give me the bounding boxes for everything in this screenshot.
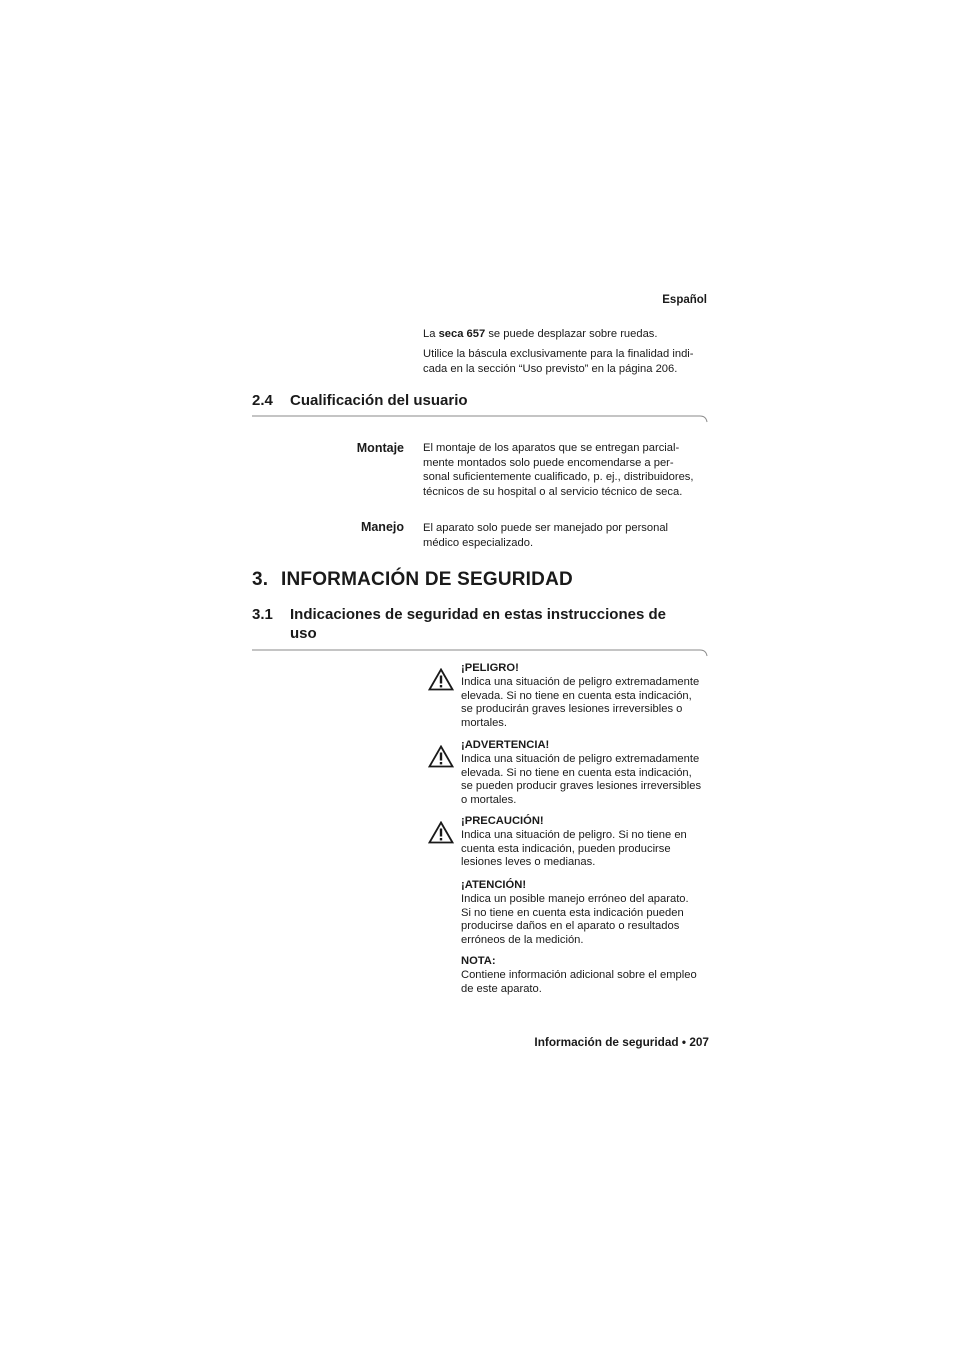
chapter-number: 3. — [252, 569, 269, 590]
text-line: sonal suficientemente cualificado, p. ej., distribuidores, — [423, 471, 694, 484]
text-line: Indica una situación de peligro. Si no tiene en — [461, 828, 687, 841]
intro-paragraph-2 — [423, 347, 713, 376]
text-line: El aparato solo puede ser manejado por personal — [423, 522, 669, 534]
text-line: técnicos de su hospital o al servicio técnico de seca. — [423, 485, 683, 498]
notice-title: ¡ADVERTENCIA! — [461, 739, 550, 751]
section-divider — [252, 409, 708, 423]
section-title — [290, 605, 666, 643]
section-3-1-heading — [252, 605, 712, 643]
text-line: de este aparato. — [461, 982, 542, 995]
text-line: producirse daños en el aparato o resultados — [461, 920, 680, 933]
chapter-3-heading — [252, 568, 732, 592]
text-line: mortales. — [461, 717, 508, 730]
montaje-text — [423, 441, 715, 499]
intro-p2-line: cada en la sección “Uso previsto” en la página 206. — [423, 362, 678, 375]
page-footer: Información de seguridad • 207 — [534, 1035, 709, 1049]
text-line: Contiene información adicional sobre el empleo — [461, 968, 697, 981]
text-line: elevada. Si no tiene en cuenta esta indicación, — [461, 689, 692, 702]
text-line: elevada. Si no tiene en cuenta esta indicación, — [461, 766, 692, 779]
notice-text — [461, 879, 713, 948]
notice-text — [461, 662, 713, 731]
text-line: Indica un posible manejo erróneo del aparato. — [461, 892, 689, 905]
notice-text — [461, 739, 713, 808]
notice-text — [461, 815, 713, 870]
montaje-label: Montaje — [356, 441, 404, 455]
section-title-line: uso — [290, 625, 317, 642]
text-line: mente montados solo puede encomendarse a per- — [423, 456, 674, 469]
section-number: 2.4 — [252, 392, 273, 409]
language-label: Español — [662, 294, 707, 306]
text-line: erróneos de la medición. — [461, 934, 584, 947]
intro-paragraph-1 — [423, 327, 713, 342]
notice-title: ¡PRECAUCIÓN! — [461, 815, 544, 827]
warning-triangle-icon — [428, 745, 454, 768]
intro-p1-suffix: se puede desplazar sobre ruedas. — [485, 328, 658, 340]
section-number: 3.1 — [252, 606, 273, 623]
section-divider — [252, 643, 708, 657]
text-line: médico especializado. — [423, 536, 534, 549]
notice-title: ¡PELIGRO! — [461, 662, 519, 674]
warning-triangle-icon — [428, 668, 454, 691]
section-title-line: Indicaciones de seguridad en estas instrucciones de — [290, 606, 666, 623]
text-line: lesiones leves o medianas. — [461, 856, 596, 869]
chapter-title: INFORMACIÓN DE SEGURIDAD — [281, 569, 573, 590]
text-line: Indica una situación de peligro extremadamente — [461, 675, 700, 688]
text-line: Indica una situación de peligro extremadamente — [461, 752, 700, 765]
section-2-4-heading — [252, 391, 712, 410]
intro-p1-prefix: La — [423, 328, 439, 340]
text-line: se pueden producir graves lesiones irreversibles — [461, 780, 702, 793]
text-line: cuenta esta indicación, pueden producirse — [461, 842, 671, 855]
notice-text — [461, 955, 713, 996]
warning-triangle-icon — [428, 821, 454, 844]
text-line: Si no tiene en cuenta esta indicación pueden — [461, 906, 684, 919]
section-title: Cualificación del usuario — [290, 392, 468, 409]
manejo-label: Manejo — [360, 520, 404, 534]
text-line: El montaje de los aparatos que se entregan parcial- — [423, 442, 680, 454]
text-line: se producirán graves lesiones irreversibles o — [461, 703, 683, 716]
model-name: seca 657 — [438, 328, 486, 340]
text-line: o mortales. — [461, 794, 517, 807]
notice-title: NOTA: — [461, 955, 496, 967]
manejo-text — [423, 521, 715, 550]
notice-title: ¡ATENCIÓN! — [461, 879, 527, 891]
intro-p2-line: Utilice la báscula exclusivamente para la finalidad indi- — [423, 348, 694, 360]
